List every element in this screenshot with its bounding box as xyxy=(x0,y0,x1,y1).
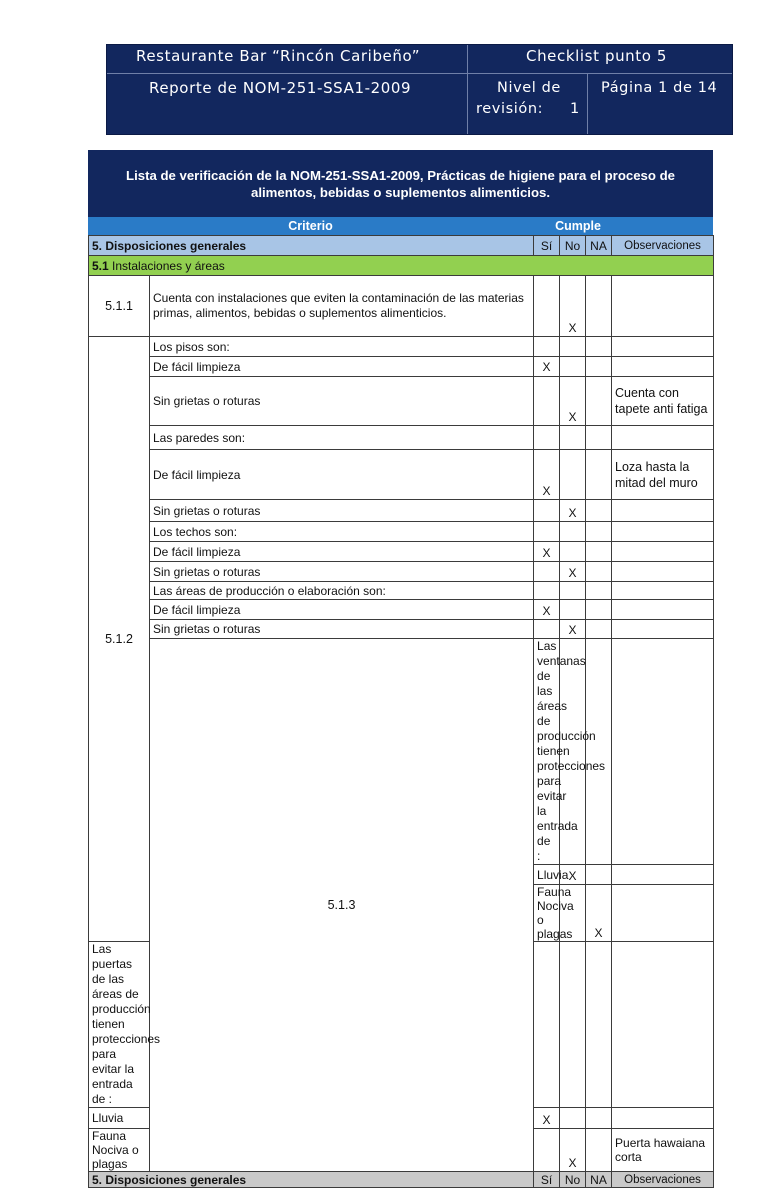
restaurant-name: Restaurante Bar “Rincón Caribeño” xyxy=(136,47,421,65)
no-cell: X xyxy=(560,377,586,426)
si-header: Sí xyxy=(534,1172,560,1188)
no-cell: X xyxy=(560,1129,586,1172)
criterion-text: Las áreas de producción o elaboración son: xyxy=(150,582,534,600)
cumple-header xyxy=(533,217,713,235)
criterion-text: Fauna Nociva o plagas xyxy=(89,1129,150,1172)
criterion-number: 5.1.2 xyxy=(89,337,150,942)
no-cell: X xyxy=(560,500,586,522)
subsection-row xyxy=(89,256,714,276)
observation-cell: Cuenta con tapete anti fatiga xyxy=(612,377,714,426)
table-row xyxy=(89,600,714,620)
checklist-title-line-2: alimentos, bebidas o suplementos alimenticios. xyxy=(251,185,550,200)
si-header: Sí xyxy=(534,236,560,256)
si-cell: X xyxy=(534,357,560,377)
criterion-number: 5.1.1 xyxy=(89,276,150,337)
section-footer-row xyxy=(89,1172,714,1188)
checklist-label: Checklist punto 5 xyxy=(526,47,668,65)
table-row xyxy=(89,582,714,600)
subsection-title xyxy=(89,256,714,276)
no-cell: X xyxy=(560,276,586,337)
criterion-text: De fácil limpieza xyxy=(150,542,534,562)
criterion-text: Sin grietas o roturas xyxy=(150,500,534,522)
subsection-label: Instalaciones y áreas xyxy=(108,258,225,273)
table-row xyxy=(89,276,714,337)
criterion-text: De fácil limpieza xyxy=(150,357,534,377)
checklist-title-line-1: Lista de verificación de la NOM-251-SSA1-2009, Prácticas de higiene para el proceso de xyxy=(126,168,675,183)
criterion-text: Las ventanas de las áreas de producción tienen protecciones para evitar la entrada de : xyxy=(534,639,560,865)
revision-value: 1 xyxy=(570,101,580,117)
no-cell: X xyxy=(560,562,586,582)
report-title: Reporte de NOM-251-SSA1-2009 xyxy=(149,79,412,97)
criterion-text: Sin grietas o roturas xyxy=(150,562,534,582)
si-cell: X xyxy=(534,1108,560,1129)
observation-cell: Puerta hawaiana corta xyxy=(612,1129,714,1172)
criterion-text: Las paredes son: xyxy=(150,426,534,450)
criterion-number: 5.1.3 xyxy=(150,639,534,1172)
na-header: NA xyxy=(586,236,612,256)
cumple-header-label: Cumple xyxy=(555,219,601,233)
table-row xyxy=(89,542,714,562)
si-cell: X xyxy=(534,600,560,620)
criterion-text: Fauna Nociva o plagas xyxy=(534,885,560,942)
header-divider xyxy=(587,74,588,134)
criterion-text: De fácil limpieza xyxy=(150,600,534,620)
page-total: 14 xyxy=(697,80,718,96)
table-row xyxy=(89,377,714,426)
table-row xyxy=(89,562,714,582)
table-row xyxy=(89,450,714,500)
observaciones-header: Observaciones xyxy=(612,1172,714,1188)
criterion-text: Lluvia xyxy=(534,865,560,885)
table-row xyxy=(89,500,714,522)
page-of: de xyxy=(673,80,693,96)
table-row xyxy=(89,426,714,450)
si-cell xyxy=(534,276,560,337)
revision-label: Nivel de xyxy=(497,80,561,96)
criterion-text: Lluvia xyxy=(89,1108,150,1129)
no-header: No xyxy=(560,236,586,256)
observation-cell: Loza hasta la mitad del muro xyxy=(612,450,714,500)
section-title: 5. Disposiciones generales xyxy=(89,1172,534,1188)
header-divider xyxy=(107,73,732,74)
observation-cell xyxy=(612,276,714,337)
no-header: No xyxy=(560,1172,586,1188)
na-cell xyxy=(586,276,612,337)
observaciones-header: Observaciones xyxy=(612,236,714,256)
section-title: 5. Disposiciones generales xyxy=(89,236,534,256)
criterion-text: Las puertas de las áreas de producción tienen protecciones para evitar la entrada de : xyxy=(89,942,150,1108)
table-row xyxy=(89,639,714,865)
page-indicator xyxy=(601,78,717,99)
si-cell: X xyxy=(560,865,586,885)
header-divider xyxy=(467,45,468,134)
criterion-text: De fácil limpieza xyxy=(150,450,534,500)
si-cell: X xyxy=(534,542,560,562)
criterio-header: Criterio xyxy=(88,217,533,235)
table-row xyxy=(89,337,714,357)
revision-label-2: revisión: xyxy=(476,101,544,117)
criterion-text: Cuenta con instalaciones que eviten la contaminación de las materias primas, alimentos, bebidas o suplementos alimenticios. xyxy=(150,276,534,337)
criterion-text: Los pisos son: xyxy=(150,337,534,357)
subsection-number: 5.1 xyxy=(92,258,109,273)
no-cell: X xyxy=(586,885,612,942)
table-row xyxy=(89,357,714,377)
criterion-text: Los techos son: xyxy=(150,522,534,542)
criterion-text: Sin grietas o roturas xyxy=(150,377,534,426)
page-label: Página xyxy=(601,80,653,96)
si-cell: X xyxy=(534,450,560,500)
criterion-text: Sin grietas o roturas xyxy=(150,620,534,639)
na-header: NA xyxy=(586,1172,612,1188)
document-header xyxy=(106,44,733,135)
section-header-row xyxy=(89,236,714,256)
table-row xyxy=(89,522,714,542)
checklist-table xyxy=(88,235,714,1188)
page-current: 1 xyxy=(658,80,668,96)
checklist-title xyxy=(88,150,713,217)
table-row xyxy=(89,620,714,639)
no-cell: X xyxy=(560,620,586,639)
